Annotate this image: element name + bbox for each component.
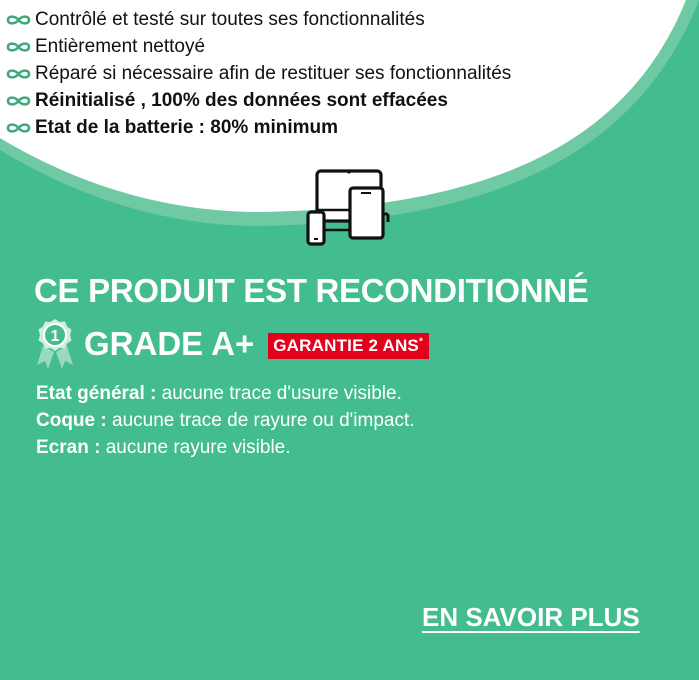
infinity-icon [4,40,33,54]
detail-key: Coque : [36,410,107,431]
infinity-icon [4,67,33,81]
devices-icon [305,168,393,248]
condition-details [36,380,415,461]
warranty-badge [268,333,429,359]
detail-value: aucune trace de rayure ou d'impact. [106,410,415,431]
detail-shell [36,407,415,434]
feature-item [4,87,511,114]
feature-item [4,33,511,60]
feature-label: Réinitialisé , 100% des données sont effacées [35,89,448,111]
warranty-footnote-mark: * [418,336,424,348]
medal-number: 1 [50,328,60,345]
infinity-icon [4,94,33,108]
refurbished-headline: CE PRODUIT EST RECONDITIONNÉ [34,272,589,309]
feature-list [4,6,511,141]
feature-label: Entièrement nettoyé [35,35,206,57]
medal-icon [34,318,76,370]
infinity-icon [4,13,33,27]
detail-general [36,380,415,407]
feature-label: Etat de la batterie : 80% minimum [35,116,339,138]
detail-value: aucune rayure visible. [100,437,291,458]
feature-item [4,114,511,141]
feature-label: Contrôlé et testé sur toutes ses fonctionnalités [35,8,425,30]
feature-label: Réparé si nécessaire afin de restituer ses fonctionnalités [35,62,512,84]
grade-row [34,318,429,370]
feature-item [4,60,511,87]
feature-item [4,6,511,33]
infinity-icon [4,121,33,135]
detail-value: aucune trace d'usure visible. [156,383,402,404]
detail-screen [36,434,415,461]
grade-label: GRADE A+ [84,325,255,362]
learn-more-link[interactable]: EN SAVOIR PLUS [422,602,640,632]
warranty-label: GARANTIE 2 ANS [273,336,419,355]
detail-key: Etat général : [36,383,157,404]
detail-key: Ecran : [36,437,101,458]
